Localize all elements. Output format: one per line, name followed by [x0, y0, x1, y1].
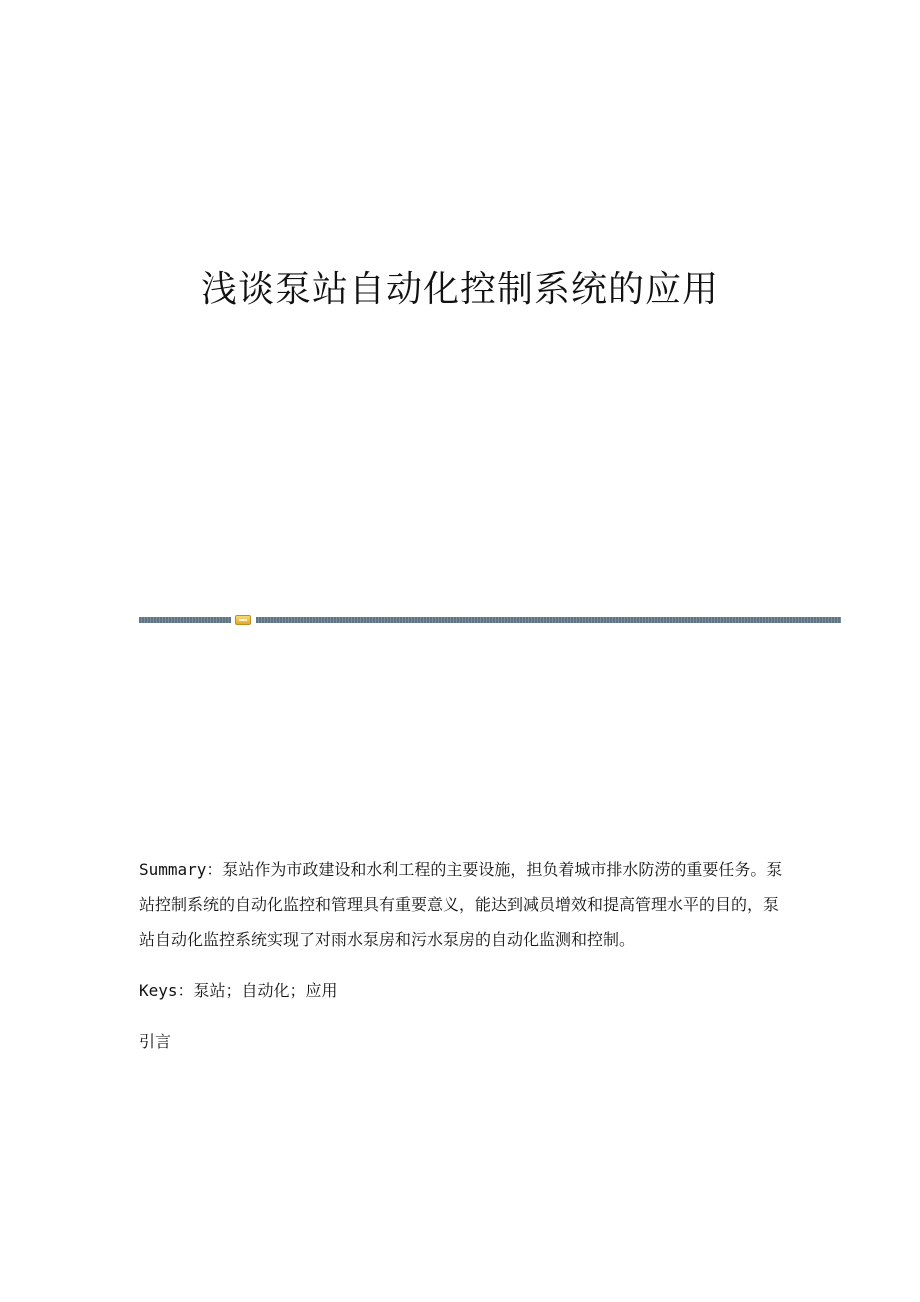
summary-paragraph: Summary：泵站作为市政建设和水利工程的主要设施，担负着城市排水防涝的重要任务。泵站控制系统的自动化监控和管理具有重要意义，能达到减员增效和提高管理水平的目的，泵站自动化监控系统实现了对雨水泵房和污水泵房的自动化监测和控制。	[139, 860, 783, 949]
divider-ornament-icon	[235, 615, 251, 625]
document-body	[139, 852, 784, 1059]
section-divider	[139, 615, 841, 625]
divider-bar-right	[256, 617, 841, 623]
intro-heading: 引言	[139, 1032, 172, 1051]
page-title: 浅谈泵站自动化控制系统的应用	[200, 269, 719, 310]
keys-paragraph: Keys：泵站；自动化；应用	[139, 981, 338, 1000]
divider-bar-left	[139, 617, 231, 623]
